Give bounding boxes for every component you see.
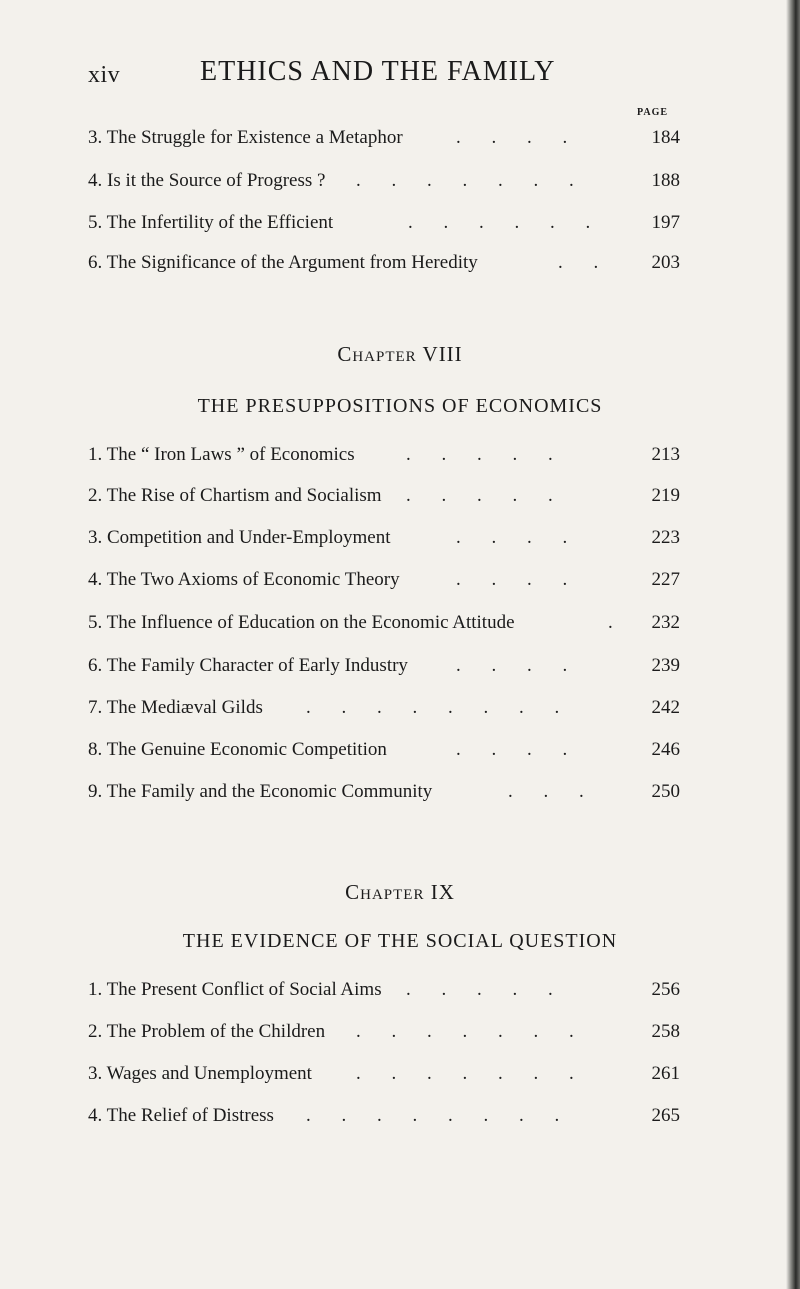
toc-entry-title: 3. Competition and Under-Employment (88, 527, 391, 548)
toc-entry-page: 250 (651, 781, 680, 802)
toc-entry (88, 485, 680, 515)
toc-entry-page: 242 (651, 697, 680, 718)
toc-entry (88, 1105, 680, 1135)
page-edge-shadow (786, 0, 800, 1289)
toc-entry (88, 1063, 680, 1093)
toc-entry-title: 2. The Rise of Chartism and Socialism (88, 485, 382, 506)
toc-entry (88, 127, 680, 157)
toc-entry-title: 7. The Mediæval Gilds (88, 697, 263, 718)
toc-entry-page: 203 (651, 252, 680, 273)
toc-entry-title: 3. The Struggle for Existence a Metaphor (88, 127, 403, 148)
toc-entry-title: 8. The Genuine Economic Competition (88, 739, 387, 760)
running-header (88, 52, 600, 96)
toc-entry (88, 612, 680, 642)
running-title: ETHICS AND THE FAMILY (200, 56, 556, 87)
toc-entry-page: 197 (651, 212, 680, 233)
toc-entry (88, 979, 680, 1009)
toc-leader-dots: . . . . . (406, 979, 566, 1000)
toc-entry-page: 227 (651, 569, 680, 590)
toc-entry (88, 170, 680, 200)
toc-entry-page: 184 (651, 127, 680, 148)
toc-entry (88, 444, 680, 474)
toc-entry-page: 239 (651, 655, 680, 676)
toc-leader-dots: . . . . (456, 739, 581, 760)
toc-entry-title: 2. The Problem of the Children (88, 1021, 326, 1042)
toc-entry-page: 256 (651, 979, 680, 1000)
toc-entry-title: 4. Is it the Source of Progress ? (88, 170, 326, 191)
toc-entry-page: 232 (651, 612, 680, 633)
toc-entry (88, 527, 680, 557)
toc-entry-page: 188 (651, 170, 680, 191)
toc-entry (88, 739, 680, 769)
toc-entry-title: 5. The Influence of Education on the Economic Attitude (88, 612, 515, 633)
page-folio: xiv (88, 62, 121, 88)
toc-entry (88, 1021, 680, 1051)
chapter-title: THE PRESUPPOSITIONS OF ECONOMICS (197, 395, 603, 417)
toc-leader-dots: . . . . (456, 569, 581, 590)
toc-leader-dots: . . . . . . . (356, 170, 587, 191)
toc-entry-page: 213 (651, 444, 680, 465)
toc-entry (88, 212, 680, 242)
toc-entry-page: 265 (651, 1105, 680, 1126)
toc-entry (88, 655, 680, 685)
toc-leader-dots: . . . . . . (408, 212, 604, 233)
toc-leader-dots: . . . . . . . (356, 1063, 587, 1084)
toc-leader-dots: . . . . . . . . (306, 697, 573, 718)
toc-leader-dots: . . . . . . . (356, 1021, 587, 1042)
toc-entry-page: 223 (651, 527, 680, 548)
toc-leader-dots: . (608, 612, 626, 633)
toc-entry-page: 219 (651, 485, 680, 506)
toc-leader-dots: . . . . . (406, 485, 566, 506)
toc-entry-title: 6. The Family Character of Early Industry (88, 655, 408, 676)
toc-entry-page: 261 (651, 1063, 680, 1084)
toc-leader-dots: . . . . (456, 527, 581, 548)
chapter-title: THE EVIDENCE OF THE SOCIAL QUESTION (182, 930, 618, 952)
toc-leader-dots: . . . . . . . . (306, 1105, 573, 1126)
toc-entry-title: 6. The Significance of the Argument from Heredity (88, 252, 478, 273)
toc-entry-title: 5. The Infertility of the Efficient (88, 212, 334, 233)
toc-leader-dots: . . (558, 252, 612, 273)
toc-entry-title: 1. The “ Iron Laws ” of Economics (88, 444, 355, 465)
toc-entry (88, 252, 680, 282)
toc-entry (88, 781, 680, 811)
toc-leader-dots: . . . . (456, 655, 581, 676)
toc-entry-page: 258 (651, 1021, 680, 1042)
toc-entry-title: 9. The Family and the Economic Community (88, 781, 433, 802)
toc-leader-dots: . . . . (456, 127, 581, 148)
toc-leader-dots: . . . (508, 781, 597, 802)
toc-entry-title: 4. The Two Axioms of Economic Theory (88, 569, 400, 590)
toc-entry (88, 569, 680, 599)
toc-entry-title: 1. The Present Conflict of Social Aims (88, 979, 382, 1000)
toc-entry-title: 3. Wages and Unemployment (88, 1063, 312, 1084)
page-column-label: PAGE (637, 107, 669, 118)
toc-entry-title: 4. The Relief of Distress (88, 1105, 274, 1126)
toc-leader-dots: . . . . . (406, 444, 566, 465)
chapter-label: Chapter VIII (337, 342, 463, 366)
chapter-label: Chapter IX (345, 880, 455, 904)
toc-entry-page: 246 (651, 739, 680, 760)
toc-entry (88, 697, 680, 727)
